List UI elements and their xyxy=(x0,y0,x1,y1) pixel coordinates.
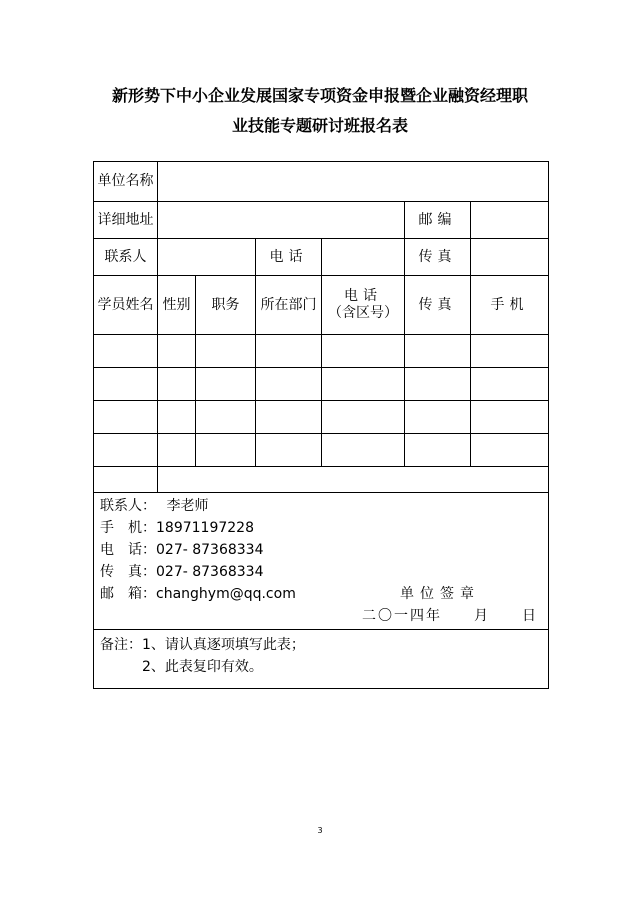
info-fax-label: 传 真： xyxy=(100,564,156,580)
student-row xyxy=(94,401,549,434)
col-department: 所在部门 xyxy=(256,276,322,335)
student-cell[interactable] xyxy=(158,401,196,434)
student-cell[interactable] xyxy=(322,434,405,467)
col-position: 职务 xyxy=(196,276,256,335)
student-cell[interactable] xyxy=(471,401,549,434)
contact-info-block xyxy=(94,493,549,630)
address-row xyxy=(94,202,549,239)
unit-name-label: 单位名称 xyxy=(94,162,158,202)
postcode-field[interactable] xyxy=(471,202,549,239)
contact-info-row xyxy=(94,493,549,630)
remark-line-1: 备注：1、请认真逐项填写此表； xyxy=(100,637,305,653)
remarks-row xyxy=(94,630,549,689)
info-contact-value: 李老师 xyxy=(166,498,209,514)
student-cell[interactable] xyxy=(94,401,158,434)
unit-stamp-label: 单位签章 xyxy=(400,586,480,602)
student-cell[interactable] xyxy=(405,434,471,467)
phone-label: 电话 xyxy=(256,239,322,276)
student-cell[interactable] xyxy=(471,434,549,467)
student-cell[interactable] xyxy=(196,368,256,401)
form-title-line-2: 业技能专题研讨班报名表 xyxy=(231,116,408,135)
postcode-label: 邮编 xyxy=(405,202,471,239)
fax-label: 传真 xyxy=(405,239,471,276)
col-mobile: 手机 xyxy=(471,276,549,335)
student-cell[interactable] xyxy=(405,401,471,434)
registration-form-table xyxy=(93,161,549,689)
extra-cell[interactable] xyxy=(158,467,549,493)
info-phone-label: 电 话： xyxy=(100,542,156,558)
col-phone-line2: （含区号） xyxy=(328,305,398,321)
info-fax-value: 027- 87368334 xyxy=(156,564,264,580)
student-cell[interactable] xyxy=(158,335,196,368)
student-cell[interactable] xyxy=(405,368,471,401)
col-gender: 性别 xyxy=(158,276,196,335)
col-student-name: 学员姓名 xyxy=(94,276,158,335)
unit-name-row xyxy=(94,162,549,202)
remarks-block xyxy=(94,630,549,689)
unit-name-field[interactable] xyxy=(158,162,549,202)
student-cell[interactable] xyxy=(158,368,196,401)
info-email-label: 邮 箱： xyxy=(100,586,156,602)
extra-row xyxy=(94,467,549,493)
info-email-line xyxy=(100,583,542,605)
page-number: 3 xyxy=(317,826,323,835)
col-phone-line1: 电话 xyxy=(344,288,382,304)
info-mobile-line xyxy=(100,517,542,539)
student-cell[interactable] xyxy=(94,368,158,401)
contact-row xyxy=(94,239,549,276)
student-cell[interactable] xyxy=(471,368,549,401)
info-fax-line xyxy=(100,561,542,583)
col-fax: 传真 xyxy=(405,276,471,335)
phone-field[interactable] xyxy=(322,239,405,276)
contact-person-label: 联系人 xyxy=(94,239,158,276)
form-title-line-1: 新形势下中小企业发展国家专项资金申报暨企业融资经理职 xyxy=(111,86,528,105)
info-phone-value: 027- 87368334 xyxy=(156,542,264,558)
student-row xyxy=(94,434,549,467)
info-email-value[interactable]: changhym@qq.com xyxy=(156,586,296,602)
student-cell[interactable] xyxy=(196,401,256,434)
stamp-date: 二〇一四年 月 日 xyxy=(362,608,538,624)
student-cell[interactable] xyxy=(256,368,322,401)
student-cell[interactable] xyxy=(196,335,256,368)
col-phone xyxy=(322,276,405,335)
info-contact-label: 联系人： xyxy=(100,498,156,514)
student-cell[interactable] xyxy=(322,335,405,368)
fax-field[interactable] xyxy=(471,239,549,276)
student-header-row xyxy=(94,276,549,335)
student-cell[interactable] xyxy=(405,335,471,368)
remark-line-2: 2、此表复印有效。 xyxy=(142,659,263,675)
student-cell[interactable] xyxy=(322,368,405,401)
info-mobile-label: 手 机： xyxy=(100,520,156,536)
student-cell[interactable] xyxy=(158,434,196,467)
student-cell[interactable] xyxy=(471,335,549,368)
student-cell[interactable] xyxy=(256,335,322,368)
student-cell[interactable] xyxy=(94,335,158,368)
extra-cell[interactable] xyxy=(94,467,158,493)
student-cell[interactable] xyxy=(256,401,322,434)
student-row xyxy=(94,335,549,368)
address-field[interactable] xyxy=(158,202,405,239)
student-cell[interactable] xyxy=(256,434,322,467)
student-cell[interactable] xyxy=(196,434,256,467)
info-contact-line xyxy=(100,495,542,517)
contact-person-field[interactable] xyxy=(158,239,256,276)
address-label: 详细地址 xyxy=(94,202,158,239)
student-cell[interactable] xyxy=(322,401,405,434)
info-phone-line xyxy=(100,539,542,561)
student-cell[interactable] xyxy=(94,434,158,467)
student-row xyxy=(94,368,549,401)
info-mobile-value: 18971197228 xyxy=(156,520,254,536)
